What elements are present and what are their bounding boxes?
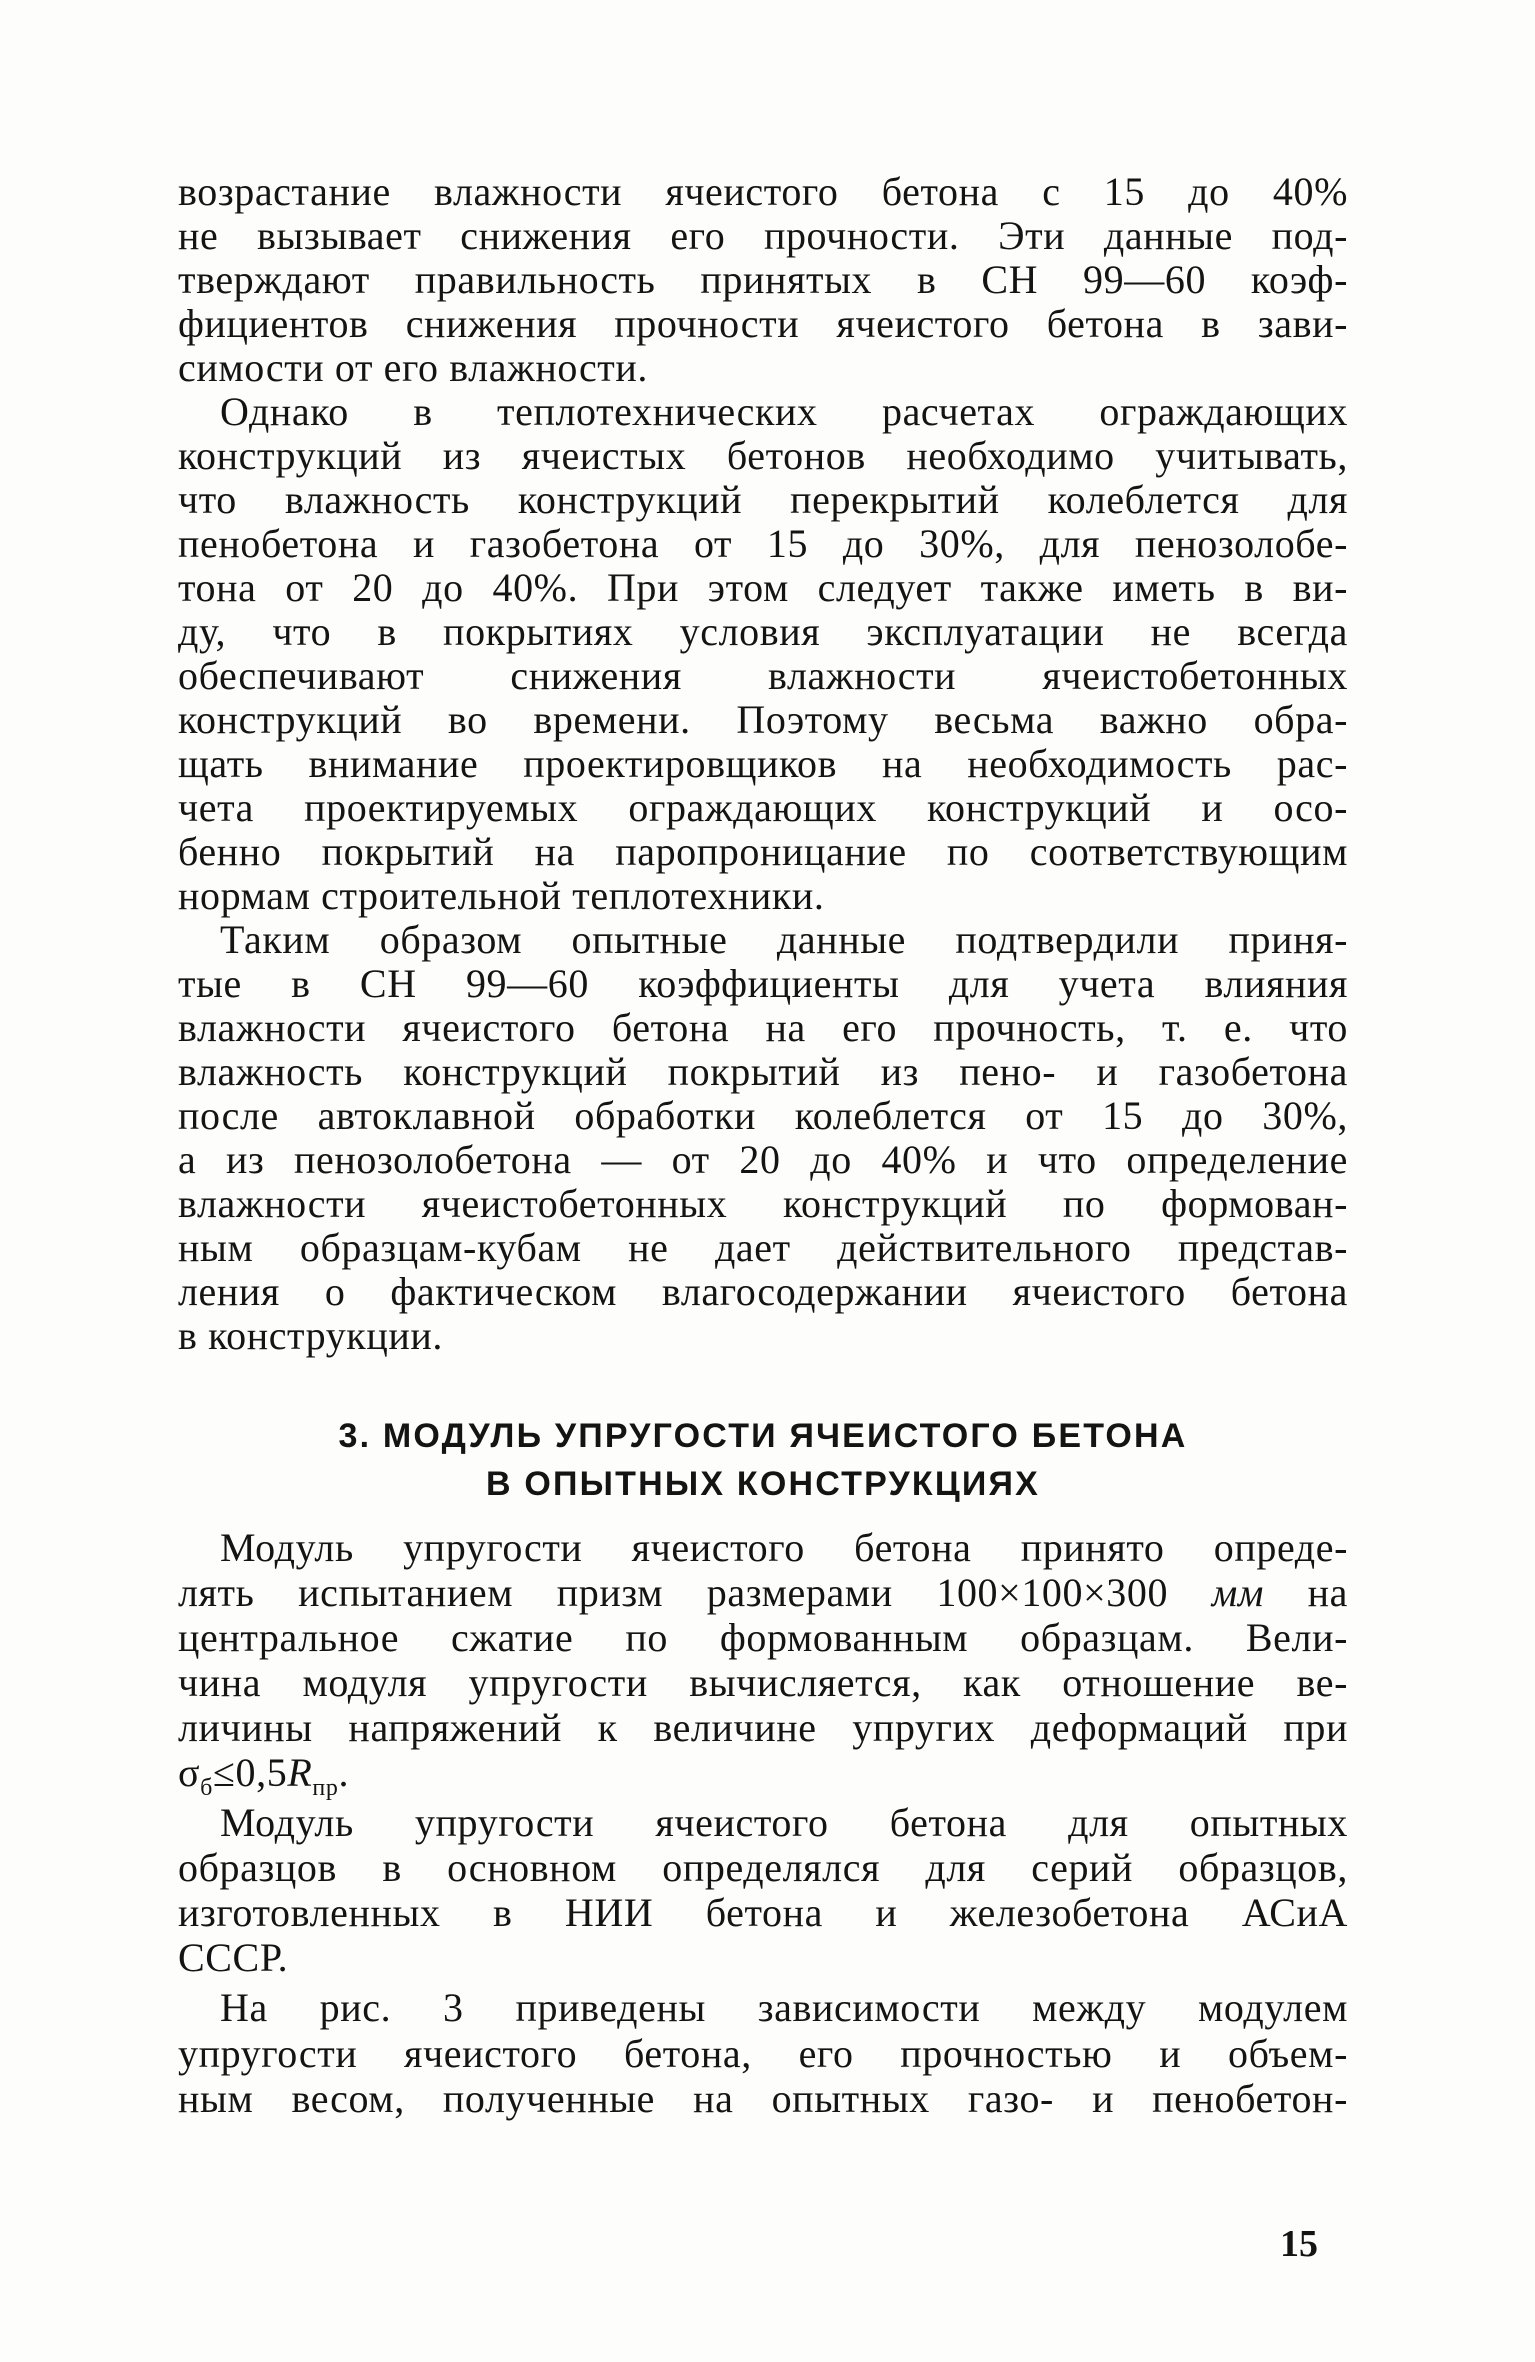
- text-line: Таким образом опытные данные подтвердили приня-: [220, 917, 1348, 962]
- paragraph-3: [178, 918, 1348, 1358]
- formula-relation: ≤0,5: [212, 1750, 288, 1795]
- formula-end: .: [338, 1750, 350, 1795]
- formula-r-sub: пр: [312, 1775, 339, 1801]
- paragraph-4: [178, 1525, 1348, 1811]
- text-line: бенно покрытий на паропроницание по соответствующим: [178, 829, 1348, 874]
- text-line: фициентов снижения прочности ячеистого бетона в зави-: [178, 301, 1348, 346]
- formula-sigma-sub: б: [200, 1775, 213, 1801]
- section-heading-line-2: В ОПЫТНЫХ КОНСТРУКЦИЯХ: [485, 1465, 1041, 1503]
- text-line: личины напряжений к величине упругих деформаций при: [178, 1705, 1348, 1750]
- text-line: центральное сжатие по формованным образцам. Вели-: [178, 1615, 1348, 1660]
- text-line: не вызывает снижения его прочности. Эти данные под-: [178, 213, 1348, 258]
- text-line: СССР.: [178, 1935, 289, 1980]
- text-line: чина модуля упругости вычисляется, как отношение ве-: [178, 1660, 1348, 1705]
- page-number: 15: [1280, 2223, 1318, 2265]
- text-line: ным весом, полученные на опытных газо- и пенобетон-: [178, 2076, 1348, 2121]
- text-line: конструкций во времени. Поэтому весьма важно обра-: [178, 697, 1348, 742]
- text-line: обеспечивают снижения влажности ячеистобетонных: [178, 653, 1348, 698]
- text-line: На рис. 3 приведены зависимости между модулем: [220, 1985, 1348, 2030]
- text-line: возрастание влажности ячеистого бетона с 15 до 40%: [178, 169, 1348, 214]
- text-line: что влажность конструкций перекрытий колеблется для: [178, 477, 1348, 522]
- text-line: [178, 1570, 1348, 1615]
- text-line: тверждают правильность принятых в СН 99—60 коэф-: [178, 257, 1348, 302]
- text-line: в конструкции.: [178, 1313, 443, 1358]
- text-line: чета проектируемых ограждающих конструкций и осо-: [178, 785, 1348, 830]
- text-line: ления о фактическом влагосодержании ячеистого бетона: [178, 1269, 1348, 1314]
- text-line: образцов в основном определялся для серий образцов,: [178, 1845, 1348, 1890]
- text-line: влажности ячеистого бетона на его прочность, т. е. что: [178, 1005, 1348, 1050]
- paragraph-6: [178, 1985, 1348, 2122]
- text-line: ду, что в покрытиях условия эксплуатации не всегда: [178, 609, 1348, 654]
- text-line: изготовленных в НИИ бетона и железобетона АСиА: [178, 1890, 1348, 1935]
- text-line: пенобетона и газобетона от 15 до 30%, для пенозолобе-: [178, 521, 1348, 566]
- section-heading-line-1: 3. МОДУЛЬ УПРУГОСТИ ЯЧЕИСТОГО БЕТОНА: [338, 1417, 1188, 1455]
- text-line: нормам строительной теплотехники.: [178, 873, 825, 918]
- text-line: конструкций из ячеистых бетонов необходимо учитывать,: [178, 433, 1348, 478]
- text-line: щать внимание проектировщиков на необходимость рас-: [178, 741, 1348, 786]
- text-line: симости от его влажности.: [178, 345, 648, 390]
- text-line: тона от 20 до 40%. При этом следует также иметь в ви-: [178, 565, 1348, 610]
- text-line: а из пенозолобетона — от 20 до 40% и что определение: [178, 1137, 1348, 1182]
- text-line: тые в СН 99—60 коэффициенты для учета влияния: [178, 961, 1348, 1006]
- text-line: влажность конструкций покрытий из пено- и газобетона: [178, 1049, 1348, 1094]
- text-fragment: лять испытанием призм размерами 100×100×300: [178, 1570, 1169, 1615]
- formula-r: R: [287, 1750, 313, 1795]
- text-line: Однако в теплотехнических расчетах ограждающих: [220, 389, 1348, 434]
- text-line: после автоклавной обработки колеблется от 15 до 30%,: [178, 1093, 1348, 1138]
- text-line: ным образцам-кубам не дает действительного представ-: [178, 1225, 1348, 1270]
- text-line: Модуль упругости ячеистого бетона принято опреде-: [220, 1525, 1348, 1570]
- unit-mm: мм: [1211, 1570, 1264, 1615]
- text-line: упругости ячеистого бетона, его прочностью и объем-: [178, 2030, 1348, 2076]
- paragraph-2: [178, 390, 1348, 918]
- text-line: влажности ячеистобетонных конструкций по формован-: [178, 1181, 1348, 1226]
- text-fragment: на: [1263, 1570, 1348, 1615]
- paragraph-5: [178, 1800, 1348, 1980]
- text-line: Модуль упругости ячеистого бетона для опытных: [220, 1800, 1348, 1845]
- formula-sigma: σ: [178, 1750, 201, 1795]
- section-heading: [178, 1412, 1348, 1508]
- paragraph-1: [178, 170, 1348, 390]
